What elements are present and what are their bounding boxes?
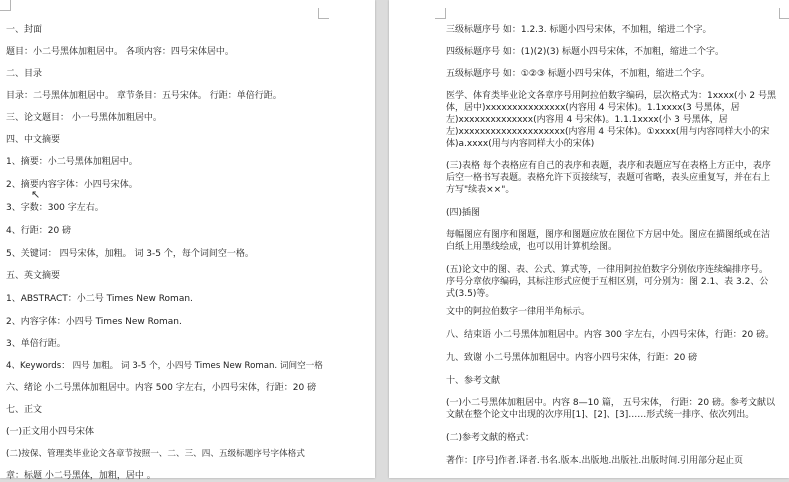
text-paragraph: (一)小二号黑体加粗居中。内容 8—10 篇， 五号宋体， 行距：20 磅。参考文献以文献在整个论文中出现的次序用[1]、[2]、[3]……形式统一排序、依次列出。 [446, 398, 775, 420]
text-line: 3、单倍行距。 [6, 339, 66, 349]
text-line: 2、摘要内容字体：小四号宋体。 [6, 180, 138, 190]
heading-conclusion: 八、结束语 小二号黑体加粗居中。内容 300 字左右，小四号宋体，行距：20 磅。 [446, 330, 775, 340]
text-line: (一)正文用小四号宋体 [6, 427, 95, 437]
heading-title: 三、论文题目： 小一号黑体加粗居中。 [6, 113, 162, 123]
text-paragraph: 每幅图应有图序和图题，图序和图题应放在图位下方居中处。图应在描图纸或在洁白纸上用墨线绘成，也可以用计算机绘图。 [446, 230, 771, 252]
page-corner-mark [435, 8, 446, 19]
page-corner-mark [0, 0, 11, 11]
text-line: 3、字数：300 字左右。 [6, 203, 104, 213]
text-line: 四级标题序号 如：(1)(2)(3) 标题小四号宋体，不加粗，缩进二个字。 [446, 47, 724, 57]
text-line: 文中的阿拉伯数字一律用半角标示。 [446, 307, 591, 317]
heading-references: 十、参考文献 [446, 376, 501, 386]
text-line: 5、关键词： 四号宋体，加粗。 词 3-5 个，每个词间空一格。 [6, 249, 254, 259]
heading-figures: (四)插图 [446, 208, 481, 218]
heading-chinese-abstract: 四、中文摘要 [6, 135, 61, 145]
text-line: 4、行距：20 磅 [6, 226, 72, 236]
text-line: 4、Keywords： 四号 加粗。 词 3-5 个，小四号 Times New Roman. 词间空一格 [6, 361, 323, 371]
text-paragraph: (五)论文中的图、表、公式、算式等，一律用阿拉伯数字分别依序连续编排序号。序号分章依序编码，其标注形式应便于互相区别，可分别为：图 2.1、表 3.2、公式(3.5)等。 [446, 265, 769, 299]
text-line: 五级标题序号 如：①②③ 标题小四号宋体，不加粗，缩进二个字。 [446, 69, 710, 79]
text-paragraph: (三)表格 每个表格应有自己的表序和表题，表序和表题应写在表格上方正中，表序后空一格书写表题。表格允许下页接续写，表题可省略，表头应重复写，并在右上方写"续表××"。 [446, 161, 771, 195]
text-line: 目录：二号黑体加粗居中。 章节条目：五号宋体。 行距：单倍行距。 [6, 91, 282, 101]
document-page-left [0, 0, 375, 481]
text-line: 著作：[序号]作者.译者.书名.版本.出版地.出版社.出版时间.引用部分起止页 [446, 456, 744, 466]
text-line: 题目：小二号黑体加粗居中。 各项内容：四号宋体居中。 [6, 47, 234, 57]
heading-cover: 一、封面 [6, 25, 43, 35]
document-page-right [389, 0, 789, 478]
text-line: 2、内容字体：小四号 Times New Roman. [6, 317, 182, 327]
text-line: 1、ABSTRACT：小二号 Times New Roman. [6, 294, 193, 304]
heading-body: 七、正文 [6, 405, 43, 415]
text-paragraph: 医学、体育类毕业论文各章序号用阿拉伯数字编码，层次格式为：1xxxx(小 2 号黑体，居中)xxxxxxxxxxxxxxx(内容用 4 号宋体)。1.1xxxx(3 号黑体，居左)xxxxxxxxxxxxxx(内容用 4 号宋体)。1.1.1xxxx(小 3 号黑体，居左)xxxxxxxxxxxxxxxxxxxx(内容用 4 号宋体)。①xxxx(用与内容同样大小的宋体)a.xxxx(用与内容同样大小的宋体) [446, 91, 776, 149]
text-line: 六、绪论 小二号黑体加粗居中。内容 500 字左右，小四号宋体，行距：20 磅 [6, 383, 317, 393]
text-line: 三级标题序号 如：1.2.3. 标题小四号宋体，不加粗，缩进二个字。 [446, 25, 712, 35]
text-line: (二)参考文献的格式： [446, 433, 535, 443]
page-corner-mark [318, 8, 329, 19]
text-line: 1、摘要：小二号黑体加粗居中。 [6, 157, 138, 167]
text-line: 章：标题 小二号黑体，加粗，居中 。 [6, 471, 156, 481]
heading-english-abstract: 五、英文摘要 [6, 271, 61, 281]
heading-acknowledgement: 九、致谢 小二号黑体加粗居中。内容小四号宋体，行距：20 磅 [446, 353, 698, 363]
text-line: (二)按保、管理类毕业论文各章节按照一、二、三、四、五级标题序号字体格式 [6, 449, 305, 459]
heading-toc: 二、目录 [6, 69, 43, 79]
page-corner-mark [779, 8, 789, 19]
mouse-cursor-icon: ↖ [31, 188, 41, 201]
